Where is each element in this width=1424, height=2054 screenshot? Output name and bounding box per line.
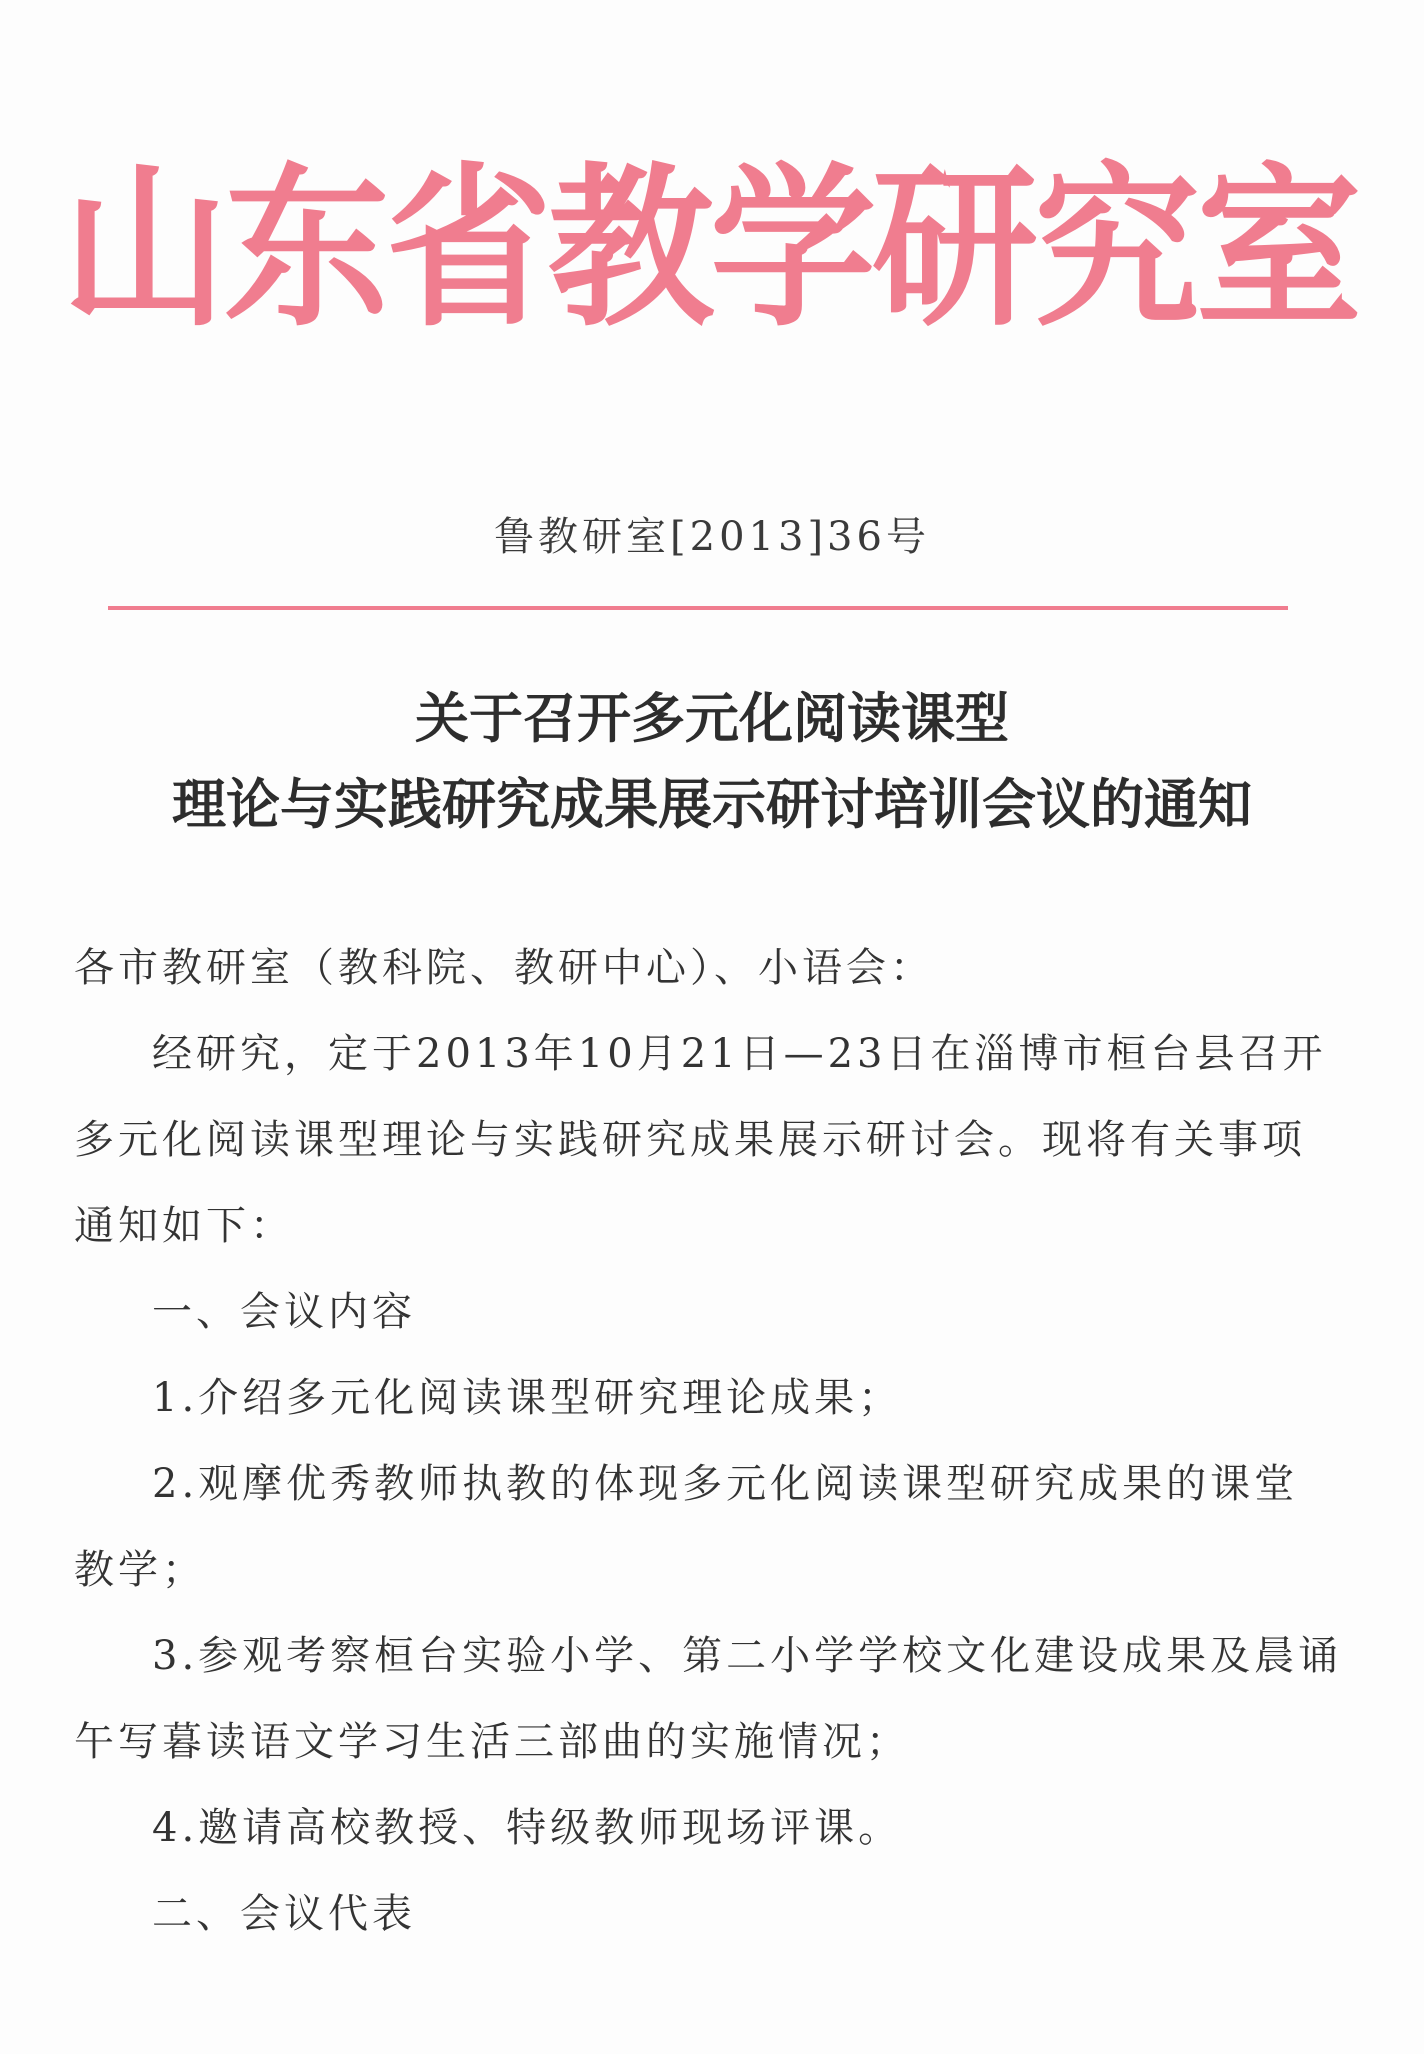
section-2-heading: 二、会议代表 xyxy=(152,1891,416,1937)
intro-line-1: 经研究，定于2013年10月21日—23日在淄博市桓台县召开 xyxy=(152,1031,1327,1077)
list-item-2-continued: 教学； xyxy=(74,1547,206,1593)
red-divider-line xyxy=(108,606,1288,610)
list-item-3: 3.参观考察桓台实验小学、第二小学学校文化建设成果及晨诵 xyxy=(152,1633,1343,1679)
title-line-1: 关于召开多元化阅读课型 xyxy=(415,686,1009,750)
list-item-1: 1.介绍多元化阅读课型研究理论成果； xyxy=(152,1375,903,1421)
intro-line-3: 通知如下： xyxy=(74,1203,294,1249)
salutation: 各市教研室（教科院、教研中心）、小语会： xyxy=(74,945,934,991)
list-item-4: 4.邀请高校教授、特级教师现场评课。 xyxy=(152,1805,903,1851)
title-line-2: 理论与实践研究成果展示研讨培训会议的通知 xyxy=(172,772,1252,836)
list-item-2: 2.观摩优秀教师执教的体现多元化阅读课型研究成果的课堂 xyxy=(152,1461,1299,1507)
section-1-heading: 一、会议内容 xyxy=(152,1289,416,1335)
letterhead-org-name: 山东省教学研究室 xyxy=(62,148,1358,351)
list-item-3-continued: 午写暮读语文学习生活三部曲的实施情况； xyxy=(74,1719,910,1765)
intro-line-2: 多元化阅读课型理论与实践研究成果展示研讨会。现将有关事项 xyxy=(74,1117,1306,1163)
document-number: 鲁教研室[2013]36号 xyxy=(494,514,930,560)
